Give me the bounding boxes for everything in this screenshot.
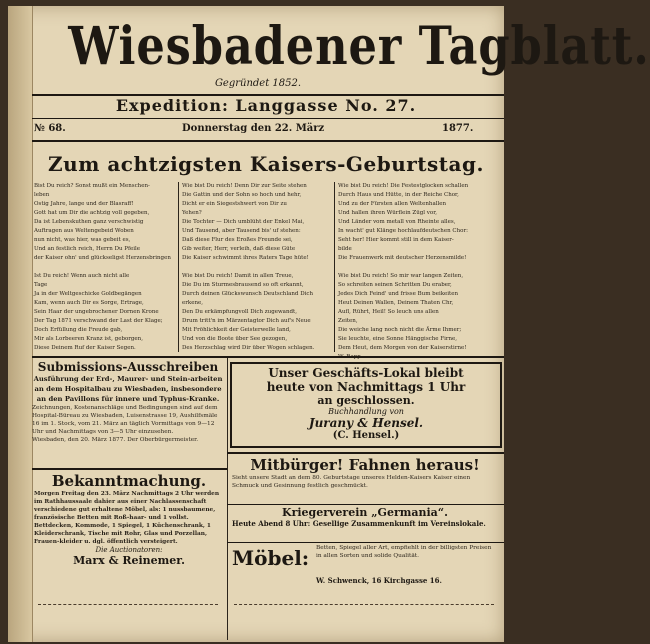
ad-flags xyxy=(232,456,498,502)
rule-right-1 xyxy=(227,452,504,454)
poem-line: Ist Du reich! Wenn auch nicht alle xyxy=(34,273,130,279)
poem-line: Wie bist Du reich! So mir war langen Zeiten, xyxy=(338,273,464,279)
poem-line: Aufl, Rührt, Heil! So leuch uns allen xyxy=(338,309,439,315)
ad-submission xyxy=(32,360,224,464)
ad-auction-names: Marx & Reinemer. xyxy=(73,554,185,567)
poem-line: Daß diese Flur des Eroßes Freunde sei, xyxy=(182,237,293,243)
poem-line: Sie leuchte, eine Sonne Hänggische Firne, xyxy=(338,336,458,342)
poem-line: der Kaiser ohn' und glückseligst Herzensbringen xyxy=(34,255,171,261)
poem-line: Die weiche lang noch nicht die Ärme Ihmer; xyxy=(338,327,462,333)
ad-moebel-name: W. Schwenck, 16 Kirchgasse 16. xyxy=(316,576,442,585)
ad-moebel xyxy=(232,544,498,588)
ad-submission-subtitle: Ausführung der Erd-, Maurer- und Stein-arbeiten an dem Hospitalbau zu Wiesbaden, insbesondere an den Pavillons für innere und Typhus-Kranke. xyxy=(33,375,223,403)
poem-line: Yehen? xyxy=(182,210,202,216)
masthead-title: Wiesbadener Tagblatt. xyxy=(68,16,650,77)
poem-column-2 xyxy=(182,182,330,354)
poem-line: Durch deinen Glückswunsch Deutschland Dich xyxy=(182,291,313,297)
poem-line: Den Du erkämpfungvoll Dich zugewandt, xyxy=(182,309,297,315)
poem-line: So schreiten seinen Schritten Du eraber, xyxy=(338,282,452,288)
ad-shop-line4: Buchhandlung von xyxy=(328,407,404,416)
ad-auction-title: Bekanntmachung. xyxy=(51,472,207,490)
poem-line: Tage xyxy=(34,282,48,288)
poem-column-1 xyxy=(34,182,174,354)
ad-shop-line5: Jurany & Hensel. xyxy=(308,416,424,430)
poem-line: Und an festlich reich, Herrn Du Pfeile xyxy=(34,246,141,252)
column-divider-1 xyxy=(178,182,179,352)
poem-line: Wie bist Du reich! Denn Dir zur Seite stehen xyxy=(182,183,307,189)
poem-line: Die Kaiser schwimmt ihres Raters Tage hüte! xyxy=(182,255,309,261)
column-divider-lower xyxy=(227,358,228,640)
ad-shop-line3: an geschlossen. xyxy=(317,394,415,407)
ad-submission-body: Zeichnungen, Kostenanschläge und Bedingungen sind auf dem Hospital-Büreau zu Wiesbaden, Luisenstrasse 19, Aushilfsmäle 16 im 1. Stock, vom 21. März an täglich Vormittags von 9—12 Uhr und Nachmittags von 3—5 Uhr einzusehen. xyxy=(32,405,218,435)
poem-line: bilde xyxy=(338,246,352,252)
poem-line: Gott hat um Dir die achtzig voll gegeben, xyxy=(34,210,150,216)
ad-flags-body: Sieht unsere Stadt an dem 80. Geburtstage unseres Helden-Kaisers Kaiser einen Schmuck und Gesinnung festlich geschmückt. xyxy=(232,475,471,489)
poem-line: Da ist Lebenskuthen ganz verschwistig xyxy=(34,219,144,225)
poem-line: Mir als Lorbeeren Kranz ist, geborgen, xyxy=(34,336,143,342)
ad-moebel-body: Betten, Spiegel aller Art, empfiehlt in der billigsten Preisen in allen Sorten und solide Qualität. xyxy=(316,545,492,559)
poem-line: Des Herzschlag wird Dir über Wogen schlagen. xyxy=(182,345,315,351)
poem-line: nun nicht, was hier, was gebeit es, xyxy=(34,237,131,243)
poem-line: Drum tritt'n im Märzentagtor Dich auf's Neue xyxy=(182,318,311,324)
newspaper-page xyxy=(8,6,650,642)
ad-shop-line6: (C. Hensel.) xyxy=(332,430,400,441)
issue-year: 1877. xyxy=(442,123,474,134)
issue-number: № 68. xyxy=(34,123,66,134)
founded-line: Gegründet 1852. xyxy=(214,78,302,89)
ad-auction xyxy=(34,472,224,592)
poem-line: Bist Du reich? Sonst mußt ein Menschen- xyxy=(34,183,150,189)
poem-line: W. Rapp. xyxy=(338,354,363,360)
ad-auction-body: Morgen Freitag den 23. März Nachmittags 2 Uhr werden im Rathhaussaale dahier aus einer Nachlassenschaft verschiedene gut erhaltene Möbel, als: 1 nussbaumene, französische Betten mit Roß-haar- und 1 vollst. Bettdecken, Kommode, 1 Spiegel, 1 Küchenschrank, 1 Kleiderschrank, Tische mit Rohr, Glas und Porzellan, Frauen-kleider u. dgl. öffentlich versteigert. xyxy=(34,491,220,545)
issue-date: Donnerstag den 22. März xyxy=(182,123,325,134)
poem-line: Dem Heut, dem Morgen von der Kaiserstirne! xyxy=(338,345,467,351)
poem-line: Wie bist Du reich! Die Festestglocken schallen xyxy=(338,183,469,189)
ad-verein-body: Heute Abend 8 Uhr: Gesellige Zusammenkunft im Vereinslokale. xyxy=(232,519,486,528)
dateline xyxy=(32,123,504,137)
poem-line: Und Länder vom metall von Rheinte alles, xyxy=(338,219,456,225)
rule-left-1 xyxy=(32,468,227,470)
poem-line: leben xyxy=(34,192,50,198)
poem-line: Und Tausend, aber Tausend bis' uf stehen: xyxy=(182,228,301,234)
column-divider-2 xyxy=(334,182,335,352)
poem-line: Doch Erfüllung die Freude gab, xyxy=(34,327,123,333)
poem-line: Die Du im Sturmesbrausend so oft erkannt, xyxy=(182,282,304,288)
poem-line: Gib weiter, Herr, verleih, daß diese Güte xyxy=(182,246,296,252)
ad-verein-title: Kriegerverein „Germania“. xyxy=(282,506,448,519)
poem-column-3 xyxy=(338,182,498,360)
ad-flags-title: Mitbürger! Fahnen heraus! xyxy=(250,456,480,474)
binding-spine xyxy=(8,6,33,642)
poem-line: Ostig Jahre, lange und der Blasraff! xyxy=(34,201,134,207)
poem-line: Diese Deinem Ruf der Kaiser Segen. xyxy=(34,345,136,351)
ad-moebel-title: Möbel: xyxy=(232,546,310,570)
ad-shop-closed xyxy=(230,362,502,448)
poem-line: Die Gattin und der Sohn so hoch und hehr, xyxy=(182,192,302,198)
poem-line xyxy=(338,263,498,272)
poem-line: Seht her! Hier kommt still in dem Kaiser- xyxy=(338,237,454,243)
rule-date xyxy=(32,140,504,142)
ad-shop-line2: heute von Nachmittags 1 Uhr xyxy=(266,380,466,394)
rule-poem-bottom xyxy=(32,356,504,358)
poem-line: erkene, xyxy=(182,300,204,306)
poem-line: Kam, wenn auch Dir es Sorge, Ertrage, xyxy=(34,300,144,306)
poem-line: Der Tag 1871 verschwand der Last der Klage; xyxy=(34,318,163,324)
poem-line: In wacht' gut Klänge hochlaufdeutschen Chor: xyxy=(338,228,468,234)
rule-mid xyxy=(32,118,504,119)
poem-line: Mit Fröhlichkeit der Geisterwelle land, xyxy=(182,327,291,333)
poem-line: Und von die Boote über See gezogen, xyxy=(182,336,288,342)
expedition-line: Expedition: Langgasse No. 27. xyxy=(115,96,417,115)
rule-right-3 xyxy=(227,542,504,543)
poem-line: Und zu der Fürsten allen Weltenhallen xyxy=(338,201,447,207)
headline: Zum achtzigsten Kaisers-Geburtstag. xyxy=(48,152,484,176)
poem-line: Heut Deinen Wallen, Deinem Thaten Chr, xyxy=(338,300,454,306)
poem-line: Ja in der Weltgeschicke Goldbegängen xyxy=(34,291,142,297)
rule-right-2 xyxy=(227,504,504,505)
ad-shop-line1: Unser Geschäfts-Lokal bleibt xyxy=(268,366,464,380)
ad-auction-auctioneers: Die Auctionatoren: xyxy=(95,546,163,554)
page-bottom-rule-right xyxy=(234,604,494,605)
poem-line: Und hallen ihren Würflein Zügl vor, xyxy=(338,210,437,216)
poem-line: Sein Haar der ungebrochener Dornen Krone xyxy=(34,309,159,315)
ad-verein xyxy=(232,506,498,540)
poem-line: Jedes Dich Feind' und frisse Bum beikeiten xyxy=(338,291,459,297)
poem-line xyxy=(182,263,330,272)
poem-line: Zeiten, xyxy=(338,318,358,324)
poem-line: Durch Haus und Hütte, in der Reiche Chor, xyxy=(338,192,459,198)
ad-submission-title: Submissions-Ausschreiben xyxy=(37,360,219,374)
poem-line: Die Tochter — Dich umblüht der Enkel Mai, xyxy=(182,219,305,225)
ad-submission-foot: Wiesbaden, den 20. März 1877. Der Oberbürgermeister. xyxy=(32,437,199,443)
poem-line xyxy=(34,263,174,272)
poem-line: Die Frauenwerk mit deutscher Herzensmilde! xyxy=(338,255,467,261)
poem-line: Auftragen aus Weltengebeid Woben xyxy=(34,228,134,234)
poem-line: Wie bist Du reich! Damit in allen Treue, xyxy=(182,273,294,279)
poem-line: Dicht er ein Siegestshwert von Dir zu xyxy=(182,201,287,207)
page-bottom-rule-left xyxy=(38,604,218,605)
